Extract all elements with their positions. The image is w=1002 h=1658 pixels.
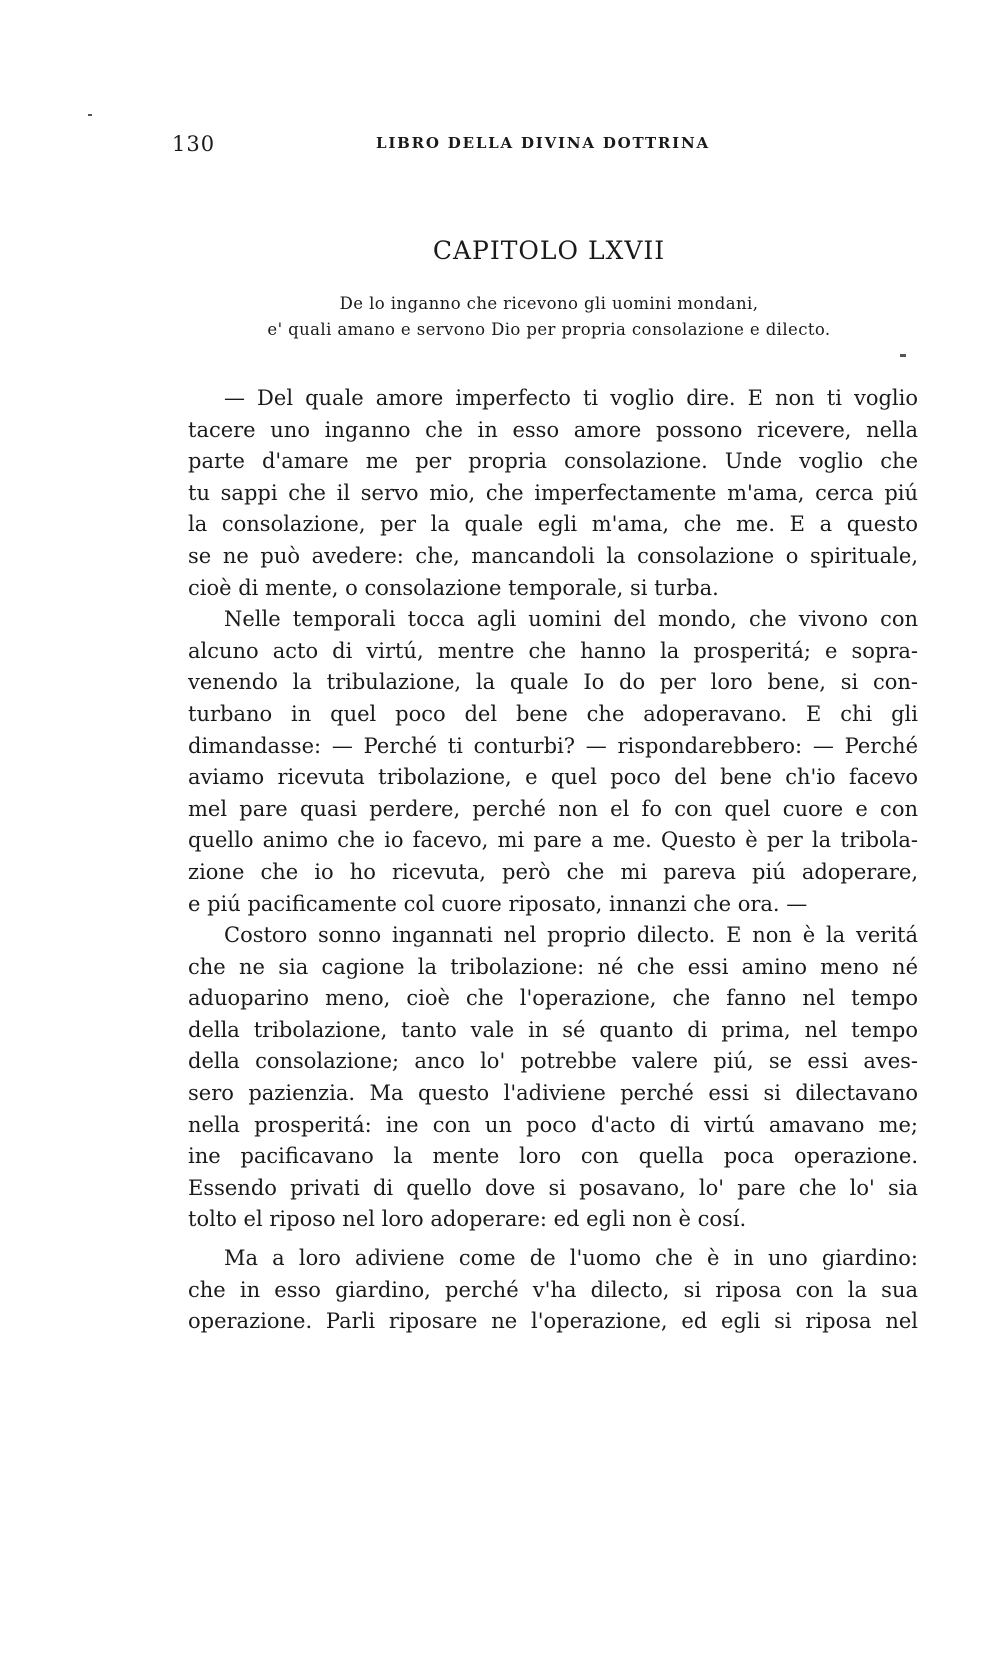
text-line: venendo la tribulazione, la quale Io do per loro bene, si con- [188,670,918,695]
chapter-subtitle [48,291,1002,343]
running-head: LIBRO DELLA DIVINA DOTTRINA [376,134,710,152]
text-line: aduoparino meno, cioè che l'operazione, che fanno nel tempo [188,986,918,1011]
margin-speck-top [88,114,92,116]
subtitle-line: De lo inganno che ricevono gli uomini mondani, [339,294,759,313]
paragraph-2 [188,604,918,920]
text-line: sero pazienzia. Ma questo l'adiviene perché essi si dilectavano [188,1081,918,1106]
text-line: mel pare quasi perdere, perché non el fo con quel cuore e con [188,796,918,821]
text-line: la consolazione, per la quale egli m'ama, che me. E a questo [188,512,918,537]
text-line: aviamo ricevuta tribolazione, e quel poco del bene ch'io facevo [188,765,918,790]
text-line: ine pacificavano la mente loro con quella poca operazione. [188,1144,918,1169]
text-line: Costoro sonno ingannati nel proprio dilecto. E non è la veritá [224,923,918,948]
text-line: che ne sia cagione la tribolazione: né che essi amino meno né [188,954,918,979]
text-line: tu sappi che il servo mio, che imperfectamente m'ama, cerca piú [188,480,918,505]
margin-speck-right [900,354,906,357]
text-line: della consolazione; anco lo' potrebbe valere piú, se essi aves- [188,1049,918,1074]
text-line: della tribolazione, tanto vale in sé quanto di prima, nel tempo [188,1017,918,1042]
text-line: Essendo privati di quello dove si posavano, lo' pare che lo' sia [188,1175,918,1200]
subtitle-line: e' quali amano e servono Dio per propria consolazione e dilecto. [267,320,831,339]
text-line: zione che io ho ricevuta, però che mi pareva piú adoperare, [188,859,918,884]
text-line: e piú pacificamente col cuore riposato, innanzi che ora. — [188,891,808,916]
paragraph-gap [188,1236,918,1243]
text-line: alcuno acto di virtú, mentre che hanno la prosperitá; e sopra- [188,638,918,663]
text-line: Ma a loro adiviene come de l'uomo che è in uno giardino: [224,1246,918,1271]
text-line: che in esso giardino, perché v'ha dilecto, si riposa con la sua [188,1277,918,1302]
page-number: 130 [172,132,216,156]
text-line: se ne può avedere: che, mancandoli la consolazione o spirituale, [188,543,918,568]
text-line: tacere uno inganno che in esso amore possono ricevere, nella [188,417,918,442]
text-line: nella prosperitá: ine con un poco d'acto di virtú amavano me; [188,1112,918,1137]
text-line: operazione. Parli riposare ne l'operazione, ed egli si riposa nel [188,1309,918,1334]
text-line: turbano in quel poco del bene che adoperavano. E chi gli [188,701,918,726]
text-line: dimandasse: — Perché ti conturbi? — rispondarebbero: — Perché [188,733,918,758]
text-line: parte d'amare me per propria consolazione. Unde voglio che [188,449,918,474]
text-line: quello animo che io facevo, mi pare a me. Questo è per la tribola- [188,828,918,853]
paragraph-4 [188,1243,918,1338]
text-line: tolto el riposo nel loro adoperare: ed egli non è cosí. [188,1207,747,1232]
chapter-title: CAPITOLO LXVII [432,236,666,265]
paragraph-3 [188,920,918,1236]
text-line: Nelle temporali tocca agli uomini del mondo, che vivono con [224,607,918,632]
paragraph-1 [188,383,918,604]
text-line: cioè di mente, o consolazione temporale, si turba. [188,575,719,600]
body-text [188,383,918,1338]
text-line: — Del quale amore imperfecto ti voglio dire. E non ti voglio [224,386,918,410]
